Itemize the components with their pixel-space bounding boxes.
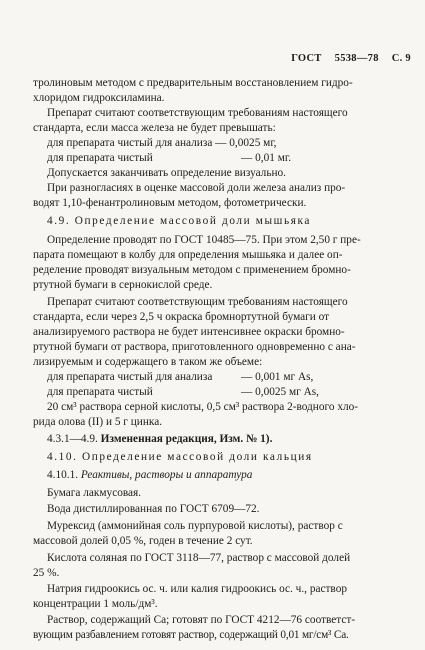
text-line: Мурексид (аммонийная соль пурпуровой кислоты), раствор с xyxy=(47,520,343,532)
text-line xyxy=(47,152,292,165)
header-page: С. 9 xyxy=(391,53,411,64)
text-fragment: — 0,01 мг. xyxy=(241,152,292,164)
text-fragment: — 0,0025 мг As, xyxy=(241,386,319,398)
text-fragment: 4.10.1. xyxy=(47,469,79,481)
text-line: ртутной бумаги в сернокислой среде. xyxy=(33,279,213,291)
section-heading-arsenic: 4.9. Определение массовой доли мышьяка xyxy=(47,215,312,227)
subsection-heading xyxy=(47,469,252,482)
text-line: Вода дистиллированная по ГОСТ 6709—72. xyxy=(47,503,260,515)
text-line: Определение проводят по ГОСТ 10485—75. При этом 2,50 г пре- xyxy=(47,234,361,246)
text-line: концентрации 1 моль/дм³. xyxy=(33,598,158,610)
text-line: анализируемого раствора не будет интенсивнее окраски бромно- xyxy=(33,326,345,338)
text-line: ртутной бумаги от раствора, приготовленного одновременно с ана- xyxy=(33,341,356,353)
text-fragment: Измененная редакция, Изм. № 1). xyxy=(100,433,273,445)
amendment-note xyxy=(47,433,272,446)
text-line: стандарта, если масса железа не будет превышать: xyxy=(33,122,276,134)
text-fragment: для препарата чистый xyxy=(47,152,153,164)
text-line: Бумага лакмусовая. xyxy=(47,487,142,499)
text-fragment: для препарата чистый xyxy=(47,386,153,398)
text-line: хлоридом гидроксиламина. xyxy=(33,92,165,104)
text-line: рида олова (II) и 5 г цинка. xyxy=(33,416,163,428)
text-fragment: 4.3.1—4.9. xyxy=(47,433,98,445)
text-line: Натрия гидроокись ос. ч. или калия гидроокись ос. ч., раствор xyxy=(47,583,347,595)
text-line: 20 см³ раствора серной кислоты, 0,5 см³ раствора 2-водного хло- xyxy=(47,401,359,413)
text-line: Раствор, содержащий Са; готовят по ГОСТ 4212—76 соответст- xyxy=(47,614,356,626)
text-line: При разногласиях в оценке массовой доли железа анализ про- xyxy=(47,182,346,194)
text-fragment: Реактивы, растворы и аппаратура xyxy=(80,469,253,481)
text-line: тролиновым методом с предварительным восстановлением гидро- xyxy=(33,77,353,89)
text-fragment: для препарата чистый для анализа xyxy=(47,371,213,383)
text-line: лизируемым и содержащего в таком же объеме: xyxy=(33,356,263,368)
text-fragment: — 0,001 мг As, xyxy=(241,371,314,383)
text-line: Допускается заканчивать определение визуально. xyxy=(47,167,286,179)
text-line: ределение проводят визуальным методом с применением бромно- xyxy=(33,264,351,276)
page-header xyxy=(281,53,411,64)
text-line: водят 1,10-фенантролиновым методом, фотометрически. xyxy=(33,197,307,209)
text-line: для препарата чистый для анализа — 0,0025 мг, xyxy=(47,137,277,149)
section-heading-calcium: 4.10. Определение массовой доли кальция xyxy=(47,451,313,463)
text-line: Препарат считают соответствующим требованиям настоящего xyxy=(47,296,348,308)
text-line: вующим разбавлением готовят раствор, содержащий 0,01 мг/см³ Са. xyxy=(33,629,349,641)
text-line: парата помещают в колбу для определения мышьяка и далее оп- xyxy=(33,249,343,261)
text-line: стандарта, если через 2,5 ч окраска бромнортутной бумаги от xyxy=(33,311,330,323)
header-number: 5538—78 xyxy=(334,53,379,64)
text-line: Препарат считают соответствующим требованиям настоящего xyxy=(47,107,348,119)
text-line: Кислота соляная по ГОСТ 3118—77, раствор с массовой долей xyxy=(47,552,351,564)
header-gost: ГОСТ xyxy=(291,53,322,64)
text-line: 25 %. xyxy=(33,567,60,579)
text-line: массовой долей 0,05 %, годен в течение 2 сут. xyxy=(33,535,253,547)
text-line xyxy=(47,386,319,399)
text-line xyxy=(47,371,314,384)
